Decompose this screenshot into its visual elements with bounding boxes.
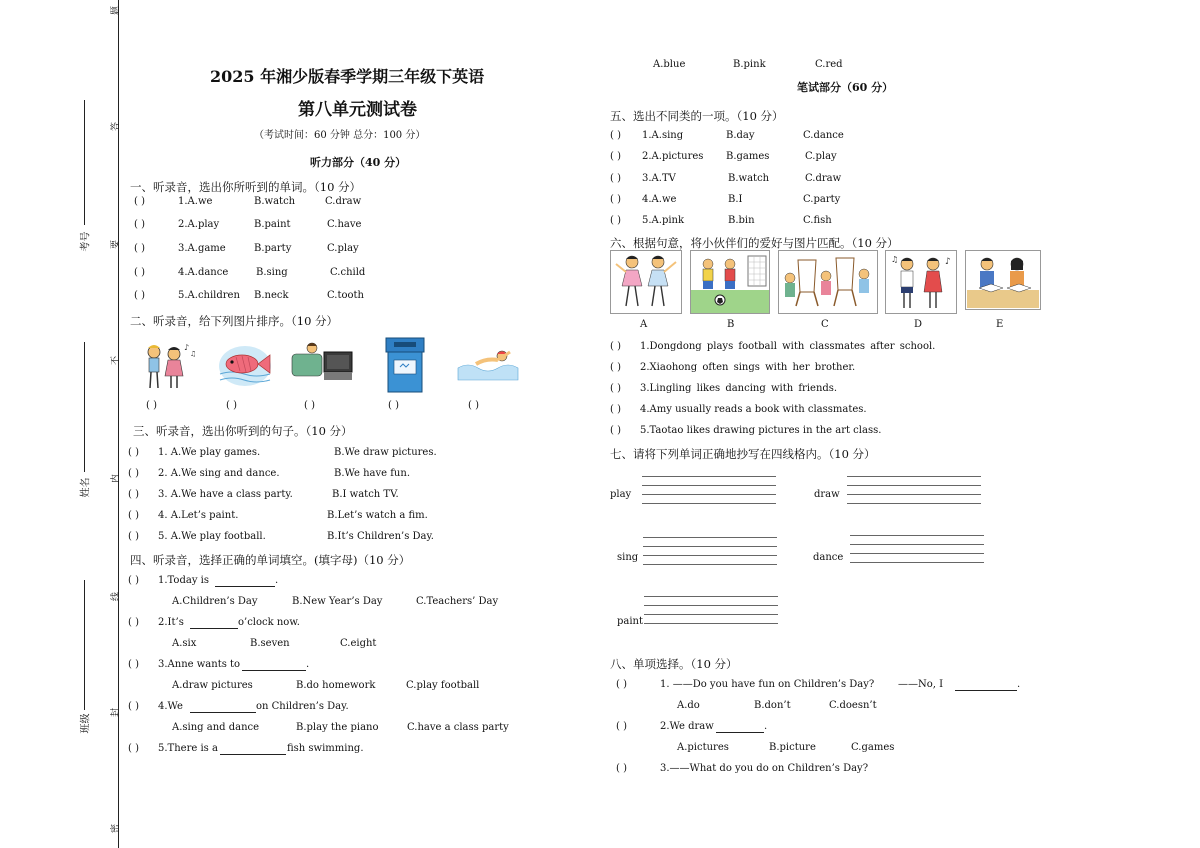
- option-a: 3.A.game: [178, 243, 226, 254]
- option-a: 1.A.we: [178, 196, 213, 207]
- option-c: C.Teachers’ Day: [416, 596, 499, 607]
- kids-singing-icon: [138, 340, 198, 392]
- answer-paren[interactable]: ( ): [134, 243, 145, 254]
- question-tail: .: [764, 721, 768, 732]
- section-2-title: 二、听录音，给下列图片排序。（10 分）: [130, 314, 339, 328]
- answer-paren[interactable]: ( ): [616, 763, 627, 774]
- exam-number-label: 考号: [80, 231, 92, 252]
- question-tail: .: [1017, 679, 1021, 690]
- answer-paren[interactable]: ( ): [610, 404, 621, 415]
- picture-order-blank[interactable]: ( ): [304, 400, 315, 411]
- option-a: A.sing and dance: [172, 722, 260, 733]
- sentence: 1.Dongdong plays football with classmates after school.: [640, 341, 936, 352]
- copy-word: sing: [617, 552, 639, 563]
- question-tail: .: [275, 575, 279, 586]
- option-b: B.Let’s watch a fim.: [327, 510, 428, 521]
- question-stem: 2.We draw: [660, 721, 714, 732]
- answer-paren[interactable]: ( ): [128, 701, 139, 712]
- section-5-title: 五、选出不同类的一项。（10 分）: [610, 109, 784, 123]
- answer-paren[interactable]: ( ): [128, 531, 139, 542]
- answer-paren[interactable]: ( ): [128, 659, 139, 670]
- answer-paren[interactable]: ( ): [134, 267, 145, 278]
- picture-letter: E: [996, 319, 1004, 330]
- option-c: C.have: [327, 219, 362, 230]
- picture-letter: D: [914, 319, 923, 330]
- option-b: B.We have fun.: [334, 468, 410, 479]
- question-stem: 4.We: [158, 701, 183, 712]
- seal-char: 密: [111, 823, 122, 834]
- answer-paren[interactable]: ( ): [134, 196, 145, 207]
- option-b: B.paint: [254, 219, 291, 230]
- option-b: B.sing: [256, 267, 288, 278]
- answer-blank[interactable]: [242, 670, 306, 671]
- option-a: A.do: [677, 700, 700, 711]
- fish-icon: [214, 340, 276, 392]
- question-tail: fish swimming.: [287, 743, 364, 754]
- dancing-girls-icon: [610, 250, 682, 314]
- picture-order-blank[interactable]: ( ): [468, 400, 479, 411]
- option-b: B.watch: [254, 196, 296, 207]
- section-1-title: 一、听录音，选出你所听到的单词。（10 分）: [130, 180, 362, 194]
- exam-number-line[interactable]: [84, 100, 85, 225]
- answer-paren[interactable]: ( ): [134, 290, 145, 301]
- question-stem: 5.There is a: [158, 743, 218, 754]
- name-line[interactable]: [84, 342, 85, 472]
- option-a: 1.A.sing: [642, 130, 684, 141]
- copy-word: play: [610, 489, 632, 500]
- option-a: 5.A.pink: [642, 215, 685, 226]
- answer-paren[interactable]: ( ): [128, 468, 139, 479]
- option-c: C.play football: [406, 680, 480, 691]
- option-b: B.pink: [733, 59, 766, 70]
- option-c: C.play: [805, 151, 837, 162]
- question-stem: 2.It’s: [158, 617, 184, 628]
- option-a: A.six: [172, 638, 197, 649]
- answer-paren[interactable]: ( ): [616, 679, 627, 690]
- answer-paren[interactable]: ( ): [128, 575, 139, 586]
- option-c: C.play: [327, 243, 359, 254]
- answer-blank[interactable]: [716, 732, 764, 733]
- sentence: 3.Lingling likes dancing with friends.: [640, 383, 838, 394]
- seal-char: 题: [111, 5, 122, 16]
- answer-paren[interactable]: ( ): [610, 425, 621, 436]
- copy-word: dance: [813, 552, 844, 563]
- option-a: 5.A.children: [178, 290, 240, 301]
- picture-letter: A: [640, 319, 648, 330]
- option-c: C.games: [851, 742, 895, 753]
- answer-paren[interactable]: ( ): [610, 194, 621, 205]
- option-a: 3.A.TV: [642, 173, 676, 184]
- svg-text:♫: ♫: [190, 350, 197, 358]
- option-c: C.eight: [340, 638, 377, 649]
- option-c: C.draw: [805, 173, 842, 184]
- answer-paren[interactable]: ( ): [128, 510, 139, 521]
- answer-paren[interactable]: ( ): [128, 489, 139, 500]
- option-b: B.It’s Children’s Day.: [327, 531, 434, 542]
- option-a: 1. A.We play games.: [158, 447, 261, 458]
- option-a: 2.A.play: [178, 219, 220, 230]
- four-line-grid[interactable]: [643, 537, 777, 573]
- section-4-title: 四、听录音，选择正确的单词填空。(填字母)（10 分）: [130, 553, 411, 567]
- option-c: C.child: [330, 267, 366, 278]
- option-a: A.pictures: [677, 742, 729, 753]
- sentence: 5.Taotao likes drawing pictures in the art class.: [640, 425, 882, 436]
- copy-word: draw: [814, 489, 840, 500]
- section-6-title: 六、根据句意，将小伙伴们的爱好与图片匹配。（10 分）: [610, 236, 899, 250]
- painting-kids-icon: [778, 250, 878, 314]
- option-b: B.We draw pictures.: [334, 447, 437, 458]
- option-b: B.don’t: [754, 700, 791, 711]
- option-b: B.I: [728, 194, 743, 205]
- svg-text:♫: ♫: [891, 255, 899, 264]
- four-line-grid[interactable]: [644, 596, 778, 632]
- answer-blank[interactable]: [190, 712, 256, 713]
- option-a: 2. A.We sing and dance.: [158, 468, 280, 479]
- option-b: B.I watch TV.: [332, 489, 399, 500]
- answer-blank[interactable]: [215, 586, 275, 587]
- option-a: A.blue: [653, 59, 686, 70]
- four-line-grid[interactable]: [850, 535, 984, 571]
- option-a: 4.A.we: [642, 194, 677, 205]
- answer-blank[interactable]: [190, 628, 238, 629]
- option-c: C.have a class party: [407, 722, 509, 733]
- answer-paren[interactable]: ( ): [610, 215, 621, 226]
- seal-char: 要: [111, 239, 122, 250]
- sentence: 2.Xiaohong often sings with her brother.: [640, 362, 856, 373]
- reading-kids-icon: [965, 250, 1041, 310]
- seal-char: 答: [111, 121, 122, 132]
- answer-paren[interactable]: ( ): [128, 447, 139, 458]
- option-c: C.tooth: [327, 290, 364, 301]
- class-line[interactable]: [84, 580, 85, 710]
- option-a: 5. A.We play football.: [158, 531, 266, 542]
- trash-bin-icon: [382, 336, 428, 394]
- name-label: 姓名: [80, 477, 92, 498]
- seal-char: 内: [111, 473, 122, 484]
- sentence: 4.Amy usually reads a book with classmates.: [640, 404, 867, 415]
- answer-paren[interactable]: ( ): [610, 341, 621, 352]
- option-b: B.do homework: [296, 680, 376, 691]
- question-stem: 3.——What do you do on Children’s Day?: [660, 763, 869, 774]
- option-b: B.seven: [250, 638, 290, 649]
- football-boys-icon: [690, 250, 770, 314]
- page-title: 2025 年湘少版春季学期三年级下英语: [210, 67, 485, 86]
- answer-blank[interactable]: [220, 754, 286, 755]
- picture-letter: B: [727, 319, 735, 330]
- option-a: A.draw pictures: [172, 680, 253, 691]
- option-b: B.neck: [254, 290, 289, 301]
- seal-char: 不: [111, 355, 122, 366]
- option-b: B.play the piano: [296, 722, 379, 733]
- option-b: B.bin: [728, 215, 755, 226]
- question-stem: 1.Today is: [158, 575, 209, 586]
- option-b: B.New Year’s Day: [292, 596, 383, 607]
- tv-couch-icon: [290, 340, 356, 384]
- answer-paren[interactable]: ( ): [610, 362, 621, 373]
- option-b: B.games: [726, 151, 770, 162]
- copy-word: paint: [617, 616, 644, 627]
- option-c: C.red: [815, 59, 843, 70]
- option-b: B.watch: [728, 173, 770, 184]
- section-3-title: 三、听录音，选出你听到的句子。（10 分）: [133, 424, 353, 438]
- option-a: 4.A.dance: [178, 267, 229, 278]
- answer-paren[interactable]: ( ): [610, 383, 621, 394]
- answer-blank[interactable]: [955, 690, 1017, 691]
- written-heading: 笔试部分（60 分）: [797, 81, 894, 94]
- question-tail: o’clock now.: [238, 617, 300, 628]
- section-7-title: 七、请将下列单词正确地抄写在四线格内。（10 分）: [610, 447, 876, 461]
- answer-paren[interactable]: ( ): [134, 219, 145, 230]
- question-tail: on Children’s Day.: [256, 701, 349, 712]
- svg-text:♪: ♪: [945, 257, 951, 267]
- answer-paren[interactable]: ( ): [128, 743, 139, 754]
- section-8-title: 八、单项选择。（10 分）: [610, 657, 738, 671]
- option-a: 4. A.Let’s paint.: [158, 510, 239, 521]
- picture-order-blank[interactable]: ( ): [226, 400, 237, 411]
- singing-kids-icon: [885, 250, 957, 314]
- seal-char: 封: [111, 707, 122, 718]
- answer-paren[interactable]: ( ): [616, 721, 627, 732]
- class-label: 班级: [80, 713, 92, 734]
- four-line-grid[interactable]: [847, 476, 981, 512]
- option-c: C.doesn’t: [829, 700, 877, 711]
- question-stem: 3.Anne wants to: [158, 659, 241, 670]
- option-c: C.draw: [325, 196, 362, 207]
- answer-paren[interactable]: ( ): [610, 151, 621, 162]
- svg-text:♪: ♪: [184, 343, 190, 352]
- option-b: B.party: [254, 243, 292, 254]
- answer-paren[interactable]: ( ): [128, 617, 139, 628]
- option-c: C.party: [803, 194, 841, 205]
- option-c: C.dance: [803, 130, 844, 141]
- picture-letter: C: [821, 319, 829, 330]
- question-reply: ——No, I: [898, 679, 944, 690]
- option-b: B.day: [726, 130, 755, 141]
- question-stem: 1. ——Do you have fun on Children’s Day?: [660, 679, 875, 690]
- option-a: 3. A.We have a class party.: [158, 489, 293, 500]
- seal-char: 线: [111, 591, 122, 602]
- option-a: A.Children’s Day: [172, 596, 258, 607]
- picture-order-blank[interactable]: ( ): [388, 400, 399, 411]
- question-tail: .: [306, 659, 310, 670]
- picture-order-blank[interactable]: ( ): [146, 400, 157, 411]
- four-line-grid[interactable]: [642, 476, 776, 512]
- answer-paren[interactable]: ( ): [610, 173, 621, 184]
- listening-heading: 听力部分（40 分）: [310, 156, 407, 169]
- option-c: C.fish: [803, 215, 832, 226]
- answer-paren[interactable]: ( ): [610, 130, 621, 141]
- option-a: 2.A.pictures: [642, 151, 704, 162]
- option-b: B.picture: [769, 742, 816, 753]
- exam-info: （考试时间：60 分钟 总分：100 分）: [254, 130, 426, 141]
- page-subtitle: 第八单元测试卷: [298, 100, 417, 120]
- swimmer-icon: [456, 346, 520, 382]
